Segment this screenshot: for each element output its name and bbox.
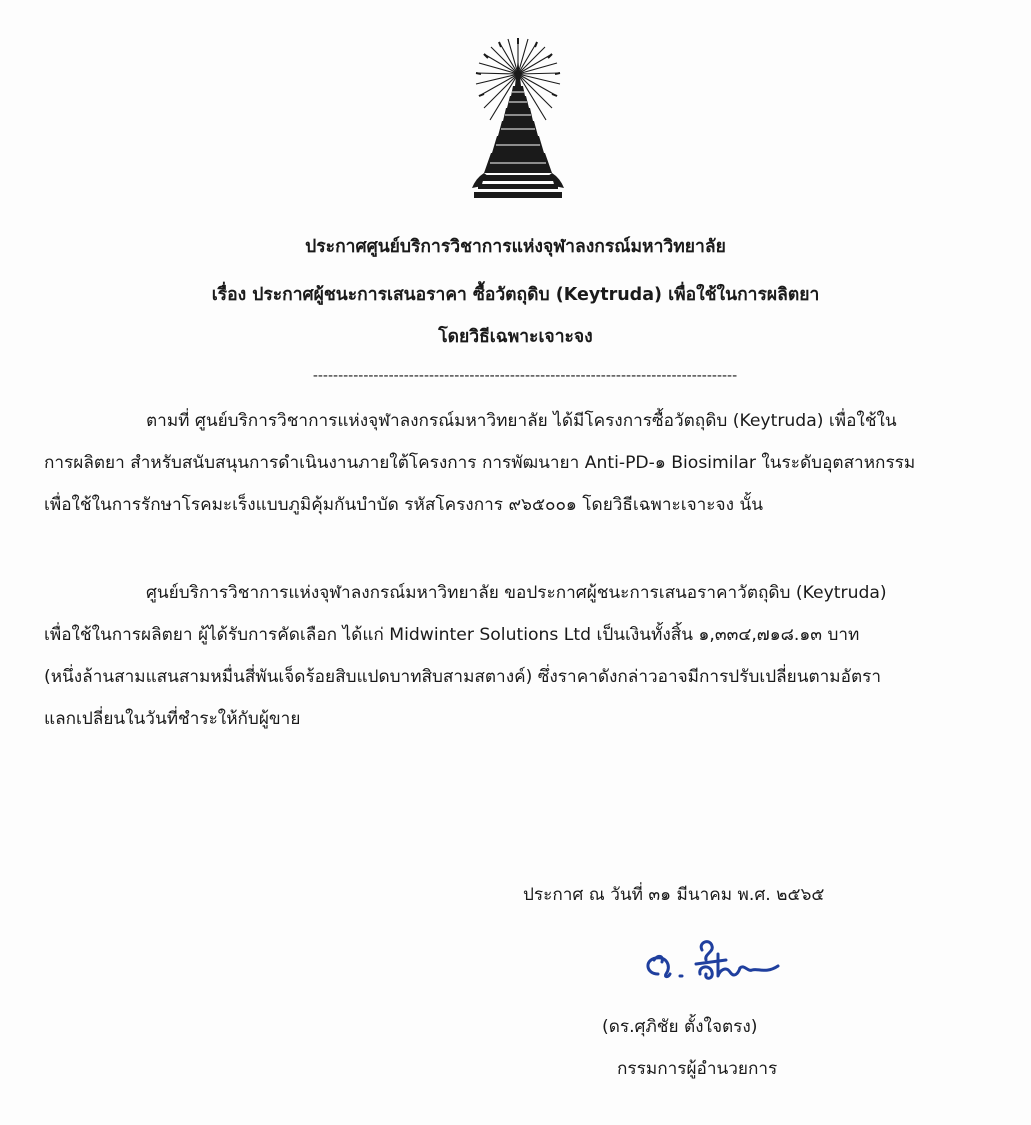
signer-title: กรรมการผู้อำนวยการ: [617, 1059, 778, 1079]
paragraph-2-line-3: (หนึ่งล้านสามแสนสามหมื่นสี่พันเจ็ดร้อยสิบแปดบาทสิบสามสตางค์) ซึ่งราคาดังกล่าวอาจมีการปรับเปลี่ยนตามอัตรา: [44, 667, 882, 687]
title-divider: ------------------------------------------------------------------------------------: [312, 368, 738, 384]
announcement-subject: เรื่อง ประกาศผู้ชนะการเสนอราคา ซื้อวัตถุดิบ (Keytruda) เพื่อใช้ในการผลิตยา: [211, 285, 820, 305]
paragraph-1-line-1: ตามที่ ศูนย์บริการวิชาการแห่งจุฬาลงกรณ์มหาวิทยาลัย ได้มีโครงการซื้อวัตถุดิบ (Keytruda) เพื่อใช้ใน: [146, 411, 897, 431]
handwritten-signature: [640, 930, 800, 992]
paragraph-2-line-1: ศูนย์บริการวิชาการแห่งจุฬาลงกรณ์มหาวิทยาลัย ขอประกาศผู้ชนะการเสนอราคาวัตถุดิบ (Keytruda): [146, 583, 887, 603]
paragraph-2-line-4: แลกเปลี่ยนในวันที่ชำระให้กับผู้ขาย: [44, 709, 301, 729]
paragraph-1-line-3: เพื่อใช้ในการรักษาโรคมะเร็งแบบภูมิคุ้มกันบำบัด รหัสโครงการ ๙๖๕๐๐๑ โดยวิธีเฉพาะเจาะจง นั้น: [44, 495, 763, 515]
announcement-title: ประกาศศูนย์บริการวิชาการแห่งจุฬาลงกรณ์มหาวิทยาลัย: [305, 237, 726, 257]
signer-name: (ดร.ศุภิชัย ตั้งใจตรง): [602, 1017, 758, 1037]
phra-kiao-emblem-icon: [468, 36, 568, 204]
paragraph-2-line-2: เพื่อใช้ในการผลิตยา ผู้ได้รับการคัดเลือก ได้แก่ Midwinter Solutions Ltd เป็นเงินทั้งสิ้น ๑,๓๓๔,๗๑๘.๑๓ บาท: [44, 625, 860, 645]
announcement-date: ประกาศ ณ วันที่ ๓๑ มีนาคม พ.ศ. ๒๕๖๕: [523, 885, 825, 905]
paragraph-1-line-2: การผลิตยา สำหรับสนับสนุนการดำเนินงานภายใต้โครงการ การพัฒนายา Anti-PD-๑ Biosimilar ในระดับอุตสาหกรรม: [44, 453, 916, 473]
procurement-method: โดยวิธีเฉพาะเจาะจง: [438, 327, 593, 347]
